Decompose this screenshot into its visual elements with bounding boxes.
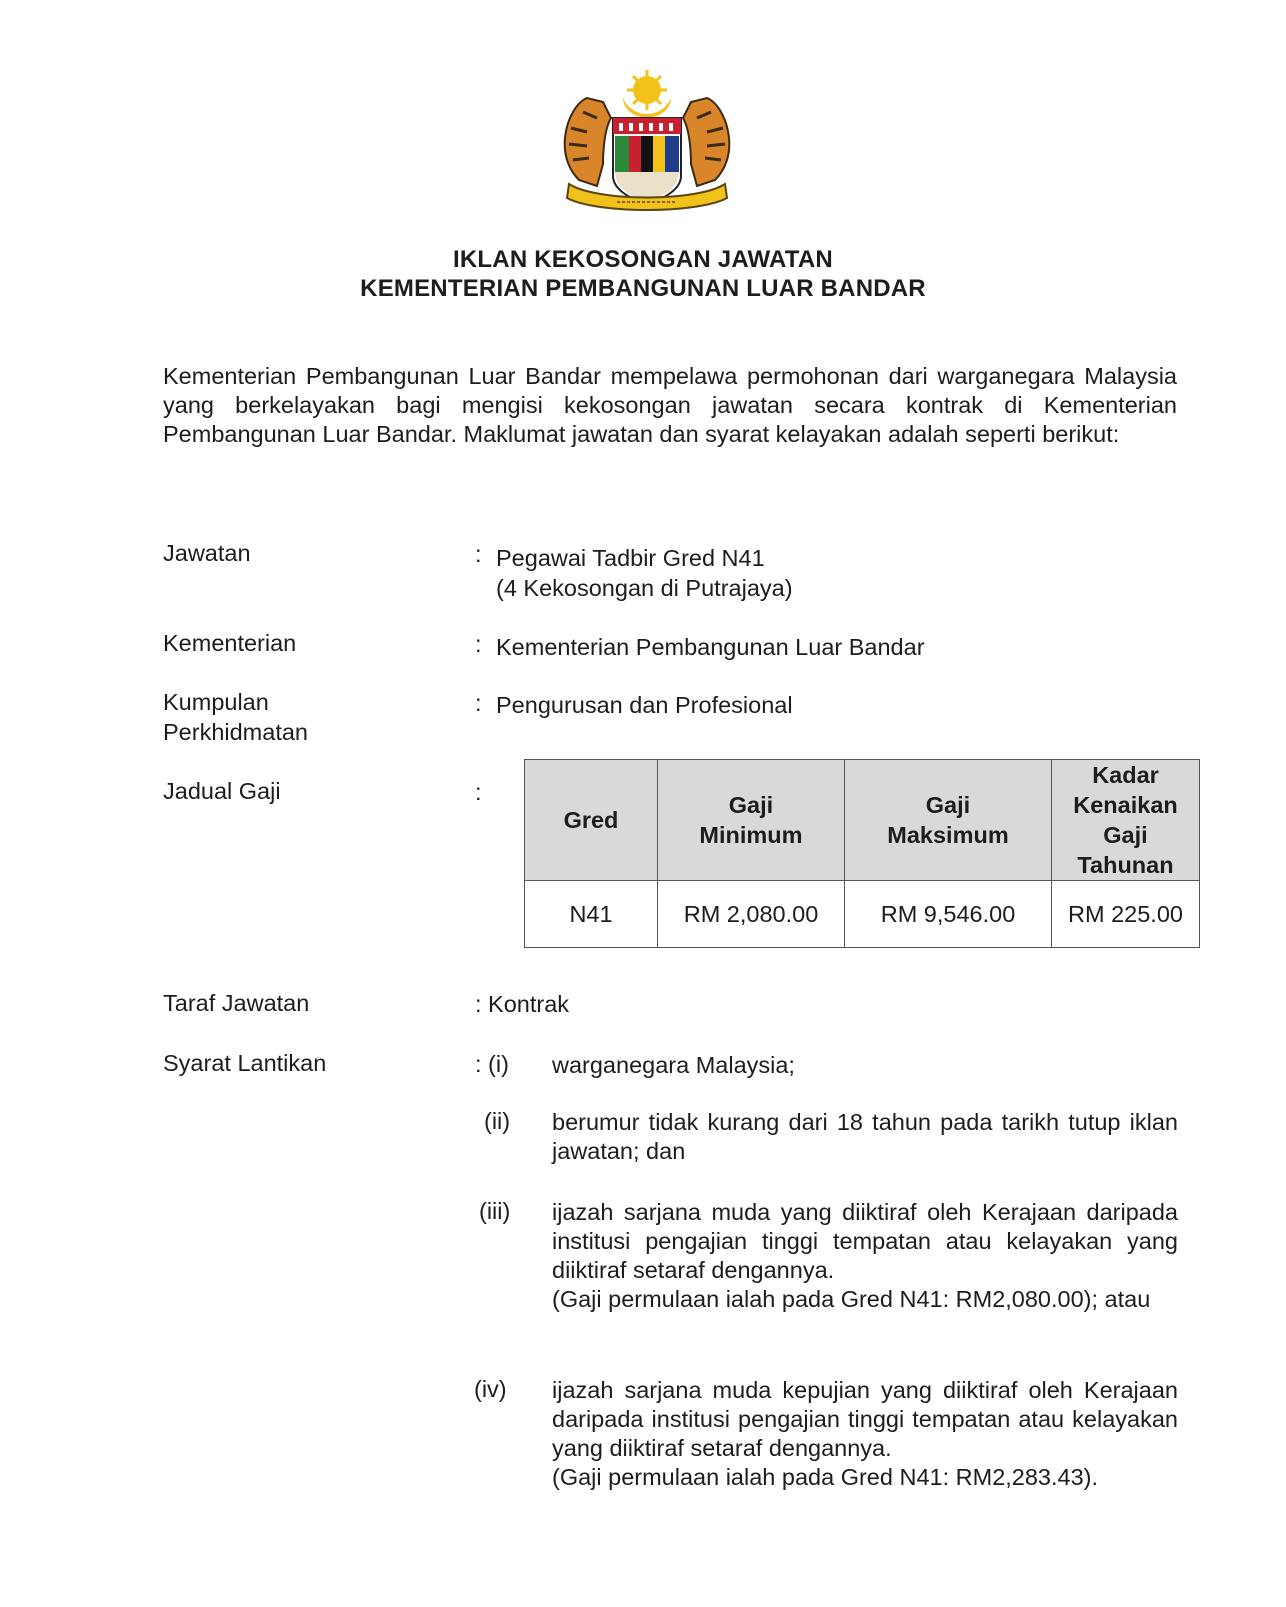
page-title: IKLAN KEKOSONGAN JAWATAN xyxy=(453,246,833,273)
requirement-text: ijazah sarjana muda yang diiktiraf oleh Kerajaan daripada institusi pengajian tinggi tempatan atau kelayakan yang diiktiraf setaraf dengannya. (Gaji permulaan ialah pada Gred N41: RM2,080.00); atau xyxy=(552,1199,1178,1312)
intro-paragraph: Kementerian Pembangunan Luar Bandar mempelawa permohonan dari warganegara Malaysia yang berkelayakan bagi mengisi kekosongan jawatan secara kontrak di Kementerian Pembangunan Luar Bandar. Maklumat jawatan dan syarat kelayakan adalah seperti berikut: xyxy=(163,363,1177,447)
requirement-number: (iii) xyxy=(479,1198,511,1224)
requirement-text: warganegara Malaysia; xyxy=(552,1052,795,1078)
right-tiger xyxy=(683,98,729,186)
cell-gaji-maksimum: RM 9,546.00 xyxy=(845,881,1052,948)
cell-kadar-kenaikan: RM 225.00 xyxy=(1052,881,1200,948)
value-kementerian: Kementerian Pembangunan Luar Bandar xyxy=(496,634,925,660)
page-subtitle: KEMENTERIAN PEMBANGUNAN LUAR BANDAR xyxy=(360,275,926,302)
cell-gred: N41 xyxy=(525,881,658,948)
label-kementerian: Kementerian xyxy=(163,630,297,656)
label-jawatan: Jawatan xyxy=(163,540,251,566)
value-kumpulan: Pengurusan dan Profesional xyxy=(496,692,793,718)
requirement-number: (iv) xyxy=(474,1376,507,1402)
value-jawatan-vacancies: (4 Kekosongan di Putrajaya) xyxy=(496,575,793,601)
header-kadar-kenaikan: Kadar Kenaikan Gaji Tahunan xyxy=(1052,760,1200,881)
salary-table-header-row xyxy=(525,760,1200,881)
federal-star xyxy=(627,70,667,110)
salary-table xyxy=(524,759,1200,948)
requirement-number: (ii) xyxy=(484,1108,511,1134)
requirement-number: : (i) xyxy=(475,1051,509,1077)
separator-colon: : xyxy=(475,631,482,657)
shield xyxy=(613,118,681,204)
label-kumpulan: Kumpulan xyxy=(163,689,269,715)
cell-gaji-minimum: RM 2,080.00 xyxy=(658,881,845,948)
requirement-text: ijazah sarjana muda kepujian yang diiktiraf oleh Kerajaan daripada institusi pengajian tinggi tempatan atau kelayakan yang diiktiraf setaraf dengannya. (Gaji permulaan ialah pada Gred N41: RM2,283.43). xyxy=(552,1377,1178,1490)
label-syarat-lantikan: Syarat Lantikan xyxy=(163,1050,327,1076)
separator-colon: : xyxy=(475,690,482,716)
value-jawatan: Pegawai Tadbir Gred N41 xyxy=(496,545,765,571)
left-tiger xyxy=(565,98,611,186)
label-taraf-jawatan: Taraf Jawatan xyxy=(163,990,310,1016)
separator-colon: : xyxy=(475,779,482,805)
header-gred: Gred xyxy=(525,760,658,881)
header-gaji-maksimum: Gaji Maksimum xyxy=(845,760,1052,881)
separator-colon: : xyxy=(475,541,482,567)
table-row xyxy=(525,881,1200,948)
requirement-text: berumur tidak kurang dari 18 tahun pada tarikh tutup iklan jawatan; dan xyxy=(552,1109,1178,1164)
coat-of-arms-icon xyxy=(557,68,737,220)
salary-note: (Gaji permulaan ialah pada Gred N41: RM2,283.43). xyxy=(552,1464,1099,1490)
label-perkhidmatan: Perkhidmatan xyxy=(163,719,308,745)
label-jadual-gaji: Jadual Gaji xyxy=(163,778,281,804)
salary-note: (Gaji permulaan ialah pada Gred N41: RM2,080.00); atau xyxy=(552,1286,1151,1312)
value-taraf-jawatan: : Kontrak xyxy=(475,991,570,1017)
header-gaji-minimum: Gaji Minimum xyxy=(658,760,845,881)
